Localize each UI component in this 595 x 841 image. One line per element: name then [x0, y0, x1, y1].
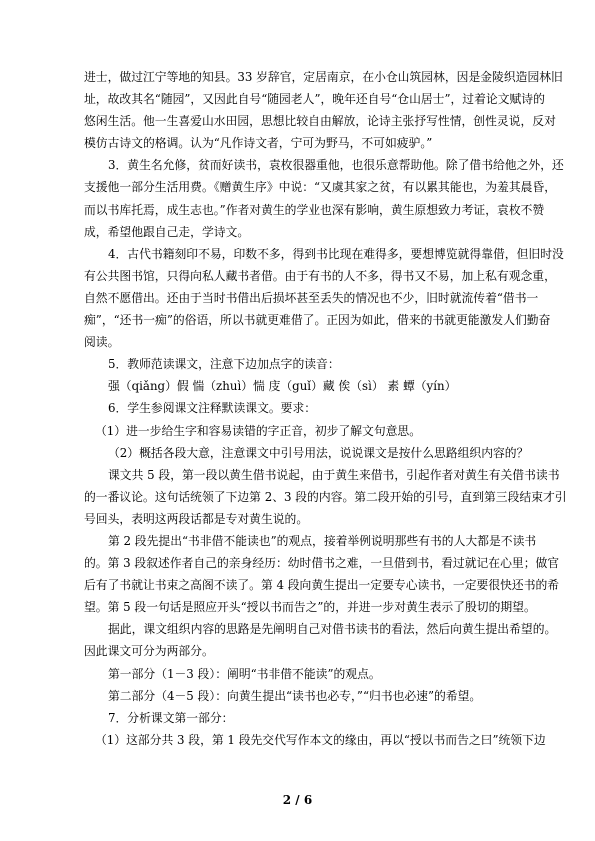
text-line: 号回头，表明这两段话都是专对黄生说的。 [84, 511, 309, 526]
text-line: 望。第 5 段一句话是照应开头“授以书而告之”的，并进一步对黄生表示了殷切的期望。 [84, 600, 536, 615]
text-line: 模仿古诗文的格调。认为“凡作诗文者，宁可为野马，不可如疲驴。” [84, 136, 433, 151]
text-line: 而以书库托焉，成生志也。”作者对黄生的学业也深有影响，黄生原想致力考证，袁枚不赞 [84, 202, 545, 217]
text-line: （2）概括各段大意，注意课文中引号用法，说说课文是按什么思路组织内容的？ [108, 445, 529, 460]
text-line: 支援他一部分生活用费。《赠黄生序》中说：“又虞其家之贫，有以累其能也，为羞其晨昏， [84, 180, 557, 195]
document-body [84, 66, 567, 751]
text-line: 第二部分（4－5 段）：向黄生提出“读书也必专，”“归书也必速”的希望。 [108, 688, 482, 703]
text-line: 4．古代书籍刻印不易，印数不多，得到书比现在难得多，要想博览就得靠借，但旧时没 [108, 246, 564, 261]
text-line: （1）进一步给生字和容易读错的字正音，初步了解文句意思。 [95, 423, 422, 438]
text-line: 进士，做过江宁等地的知县。33 岁辞官，定居南京，在小仓山筑园林，因是金陵织造园林旧 [84, 70, 563, 84]
text-line: 因此课文可分为两部分。 [84, 644, 214, 659]
text-line: 5．教师范读课文，注意下边加点字的读音： [108, 357, 340, 372]
text-line: 阅读。 [84, 335, 120, 350]
text-line: 后有了书就让书束之高阁不读了。第 4 段向黄生提出一定要专心读书，一定要很快还书的希 [84, 578, 560, 593]
text-line: 7．分析课文第一部分： [108, 710, 234, 725]
text-line: 课文共 5 段，第一段以黄生借书说起，由于黄生来借书，引起作者对黄生有关借书读书 [108, 467, 560, 482]
page-number: 2 / 6 [282, 793, 313, 807]
text-line: 悠闲生活。他一生喜爱山水田园，思想比较自由解放，论诗主张抒写性情，创性灵说，反对 [84, 114, 556, 129]
text-line: 第一部分（1－3 段）：阐明“书非借不能读”的观点。 [108, 666, 381, 681]
text-line: 第 2 段先提出“书非借不能读也”的观点，接着举例说明那些有书的人大都是不读书 [108, 533, 537, 548]
text-line: 的。第 3 段叙述作者自己的亲身经历：幼时借书之难，一旦借到书，看过就记在心里；做官 [84, 556, 560, 571]
text-line: 据此，课文组织内容的思路是先阐明自己对借书读书的看法，然后向黄生提出希望的。 [108, 622, 557, 637]
text-line: 6．学生参阅课文注释默读课文。要求： [108, 401, 317, 416]
text-line: 3．黄生名允修，贫而好读书，袁枚很器重他，也很乐意帮助他。除了借书给他之外，还 [108, 158, 564, 173]
text-line: 址，故改其名“随园”，又因此自号“随园老人”，晚年还自号“仓山居士”，过着论文赋诗的 [84, 92, 545, 107]
text-line: 自然不愿借出。还由于当时书借出后损坏甚至丢失的情况也不少，旧时就流传着“借书一 [84, 290, 539, 305]
text-line: （1）这部分共 3 段，第 1 段先交代写作本文的缘由，再以“授以书而告之曰”统领下边 [95, 732, 546, 747]
text-line: 有公共图书馆，只得向私人藏书者借。由于有书的人不多，得书又不易，加上私有观念重， [84, 268, 556, 283]
text-line: 成，希望他跟自己走，学诗文。 [84, 224, 250, 239]
text-line: 的一番议论。这句话统领了下边第 2、3 段的内容。第二段开始的引号，直到第三段结束才引 [84, 489, 567, 504]
text-line: 痴”，“还书一痴”的俗语，所以书就更难借了。正因为如此，借来的书就更能激发人们勤奋 [84, 313, 551, 328]
text-line: 强（qiǎng）假 惴（zhuì）惴 庋（guǐ）藏 俟（sì） 素 蟫（yín） [108, 379, 457, 394]
